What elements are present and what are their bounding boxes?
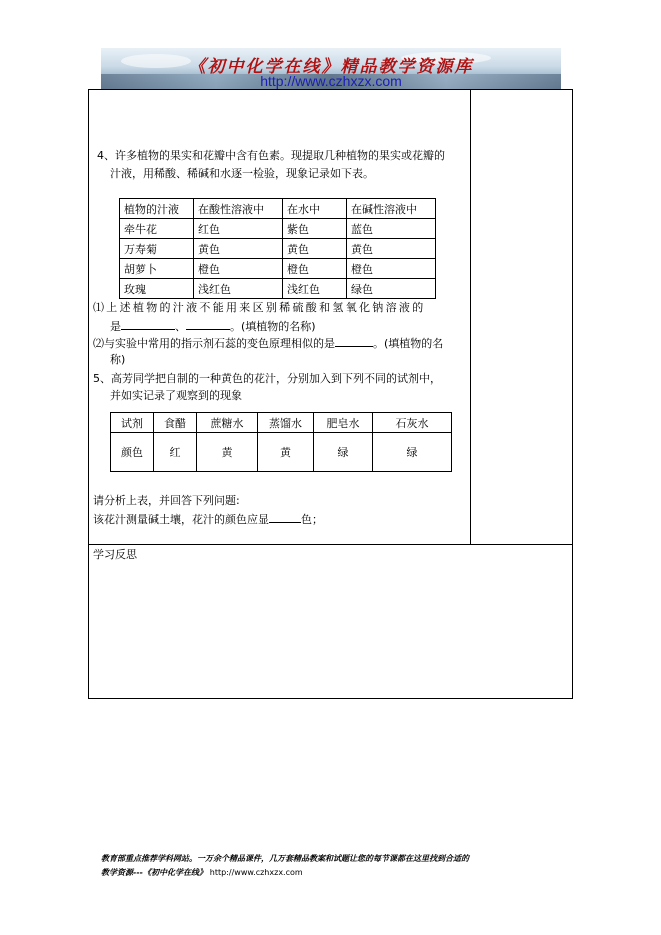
- reflection-area[interactable]: [89, 562, 572, 698]
- table-header-cell: 蒸馏水: [258, 413, 314, 433]
- footer-line1: 教育部重点推荐学科网站。一万余个精品课件，几万套精品教案和试题让您的每节课都在这里找到合适的: [101, 854, 469, 863]
- table-header-cell: 石灰水: [373, 413, 452, 433]
- q4-sub2-line1: [93, 336, 443, 350]
- table-cell: 黄色: [283, 239, 347, 259]
- q4-text-line2: 汁液，用稀酸、稀碱和水逐一检验，现象记录如下表。: [110, 167, 374, 180]
- table-cell: 橙色: [283, 259, 347, 279]
- table-cell: 绿色: [347, 279, 436, 299]
- table-cell: 黄: [197, 433, 258, 472]
- table-cell: 牵牛花: [120, 219, 194, 239]
- q4-sub2-line2: 称): [110, 353, 126, 366]
- table-cell: 黄色: [194, 239, 283, 259]
- q4-sub2-prefix: ⑵与实验中常用的指示剂石蕊的变色原理相似的是: [93, 337, 335, 350]
- table-header-cell: 在酸性溶液中: [194, 199, 283, 219]
- table-cell: 红色: [194, 219, 283, 239]
- answer-blank[interactable]: [269, 512, 301, 523]
- q5-text-line1: 5、高芳同学把自制的一种黄色的花汁，分别加入到下列不同的试剂中，: [93, 372, 441, 385]
- answer-blank[interactable]: [186, 319, 230, 330]
- table-cell: 黄: [258, 433, 314, 472]
- q4-sub2-suffix: 。(填植物的名: [373, 337, 444, 350]
- table-cell: 绿: [314, 433, 373, 472]
- table-header-cell: 试剂: [111, 413, 154, 433]
- answer-blank[interactable]: [121, 319, 175, 330]
- q4-text-line1: 4、许多植物的果实和花瓣中含有色素。现提取几种植物的果实或花瓣的: [97, 149, 445, 162]
- table-cell: 玫瑰: [120, 279, 194, 299]
- q5-soil-question: [93, 512, 323, 526]
- table-row: [120, 279, 436, 299]
- q4-sub1-separator: 、: [175, 320, 186, 333]
- table-cell: 浅红色: [194, 279, 283, 299]
- table-cell: 万寿菊: [120, 239, 194, 259]
- table-cell: 绿: [373, 433, 452, 472]
- table-cell: 浅红色: [283, 279, 347, 299]
- q4-sub1-line1: ⑴上述植物的汁液不能用来区别稀硫酸和氢氧化钠溶液的: [93, 301, 426, 314]
- answer-blank[interactable]: [335, 336, 373, 347]
- table-row: [120, 239, 436, 259]
- q5-ask: 请分析上表，并回答下列问题:: [93, 494, 240, 507]
- column-divider: [470, 89, 471, 545]
- table-cell: 颜色: [111, 433, 154, 472]
- table-row: [120, 259, 436, 279]
- reflection-label: 学习反思: [93, 548, 137, 561]
- table-cell: 蓝色: [347, 219, 436, 239]
- table-header-cell: 肥皂水: [314, 413, 373, 433]
- q5-soil-suffix: 色；: [301, 513, 323, 526]
- banner-title: 《初中化学在线》精品教学资源库: [188, 57, 474, 77]
- q4-sub1-suffix: 。(填植物的名称): [230, 320, 316, 333]
- table-cell: 紫色: [283, 219, 347, 239]
- table-header-cell: 在碱性溶液中: [347, 199, 436, 219]
- table-header-cell: 植物的汁液: [120, 199, 194, 219]
- footer-prefix: 教学资源---《初中化学在线》: [101, 868, 207, 877]
- section-divider: [88, 544, 573, 545]
- banner-url-link[interactable]: http://www.czhxzx.com: [260, 73, 402, 89]
- table-row: [111, 433, 452, 472]
- footer-line2: [101, 868, 303, 878]
- table-header-row: [111, 413, 452, 433]
- q4-table: [119, 198, 436, 299]
- table-header-cell: 蔗糖水: [197, 413, 258, 433]
- table-cell: 胡萝卜: [120, 259, 194, 279]
- q4-sub1-line2: [110, 319, 316, 333]
- footer-url-link[interactable]: http://www.czhxzx.com: [209, 868, 303, 877]
- table-header-cell: 在水中: [283, 199, 347, 219]
- q5-soil-prefix: 该花汁测量碱土壤，花汁的颜色应显: [93, 513, 269, 526]
- table-cell: 橙色: [194, 259, 283, 279]
- table-cell: 橙色: [347, 259, 436, 279]
- table-header-row: [120, 199, 436, 219]
- table-header-cell: 食醋: [154, 413, 197, 433]
- header-banner: [101, 48, 561, 90]
- table-cell: 黄色: [347, 239, 436, 259]
- q5-table: [110, 412, 452, 472]
- table-cell: 红: [154, 433, 197, 472]
- table-row: [120, 219, 436, 239]
- q5-text-line2: 并如实记录了观察到的现象: [110, 389, 242, 402]
- q4-sub1-prefix: 是: [110, 320, 121, 333]
